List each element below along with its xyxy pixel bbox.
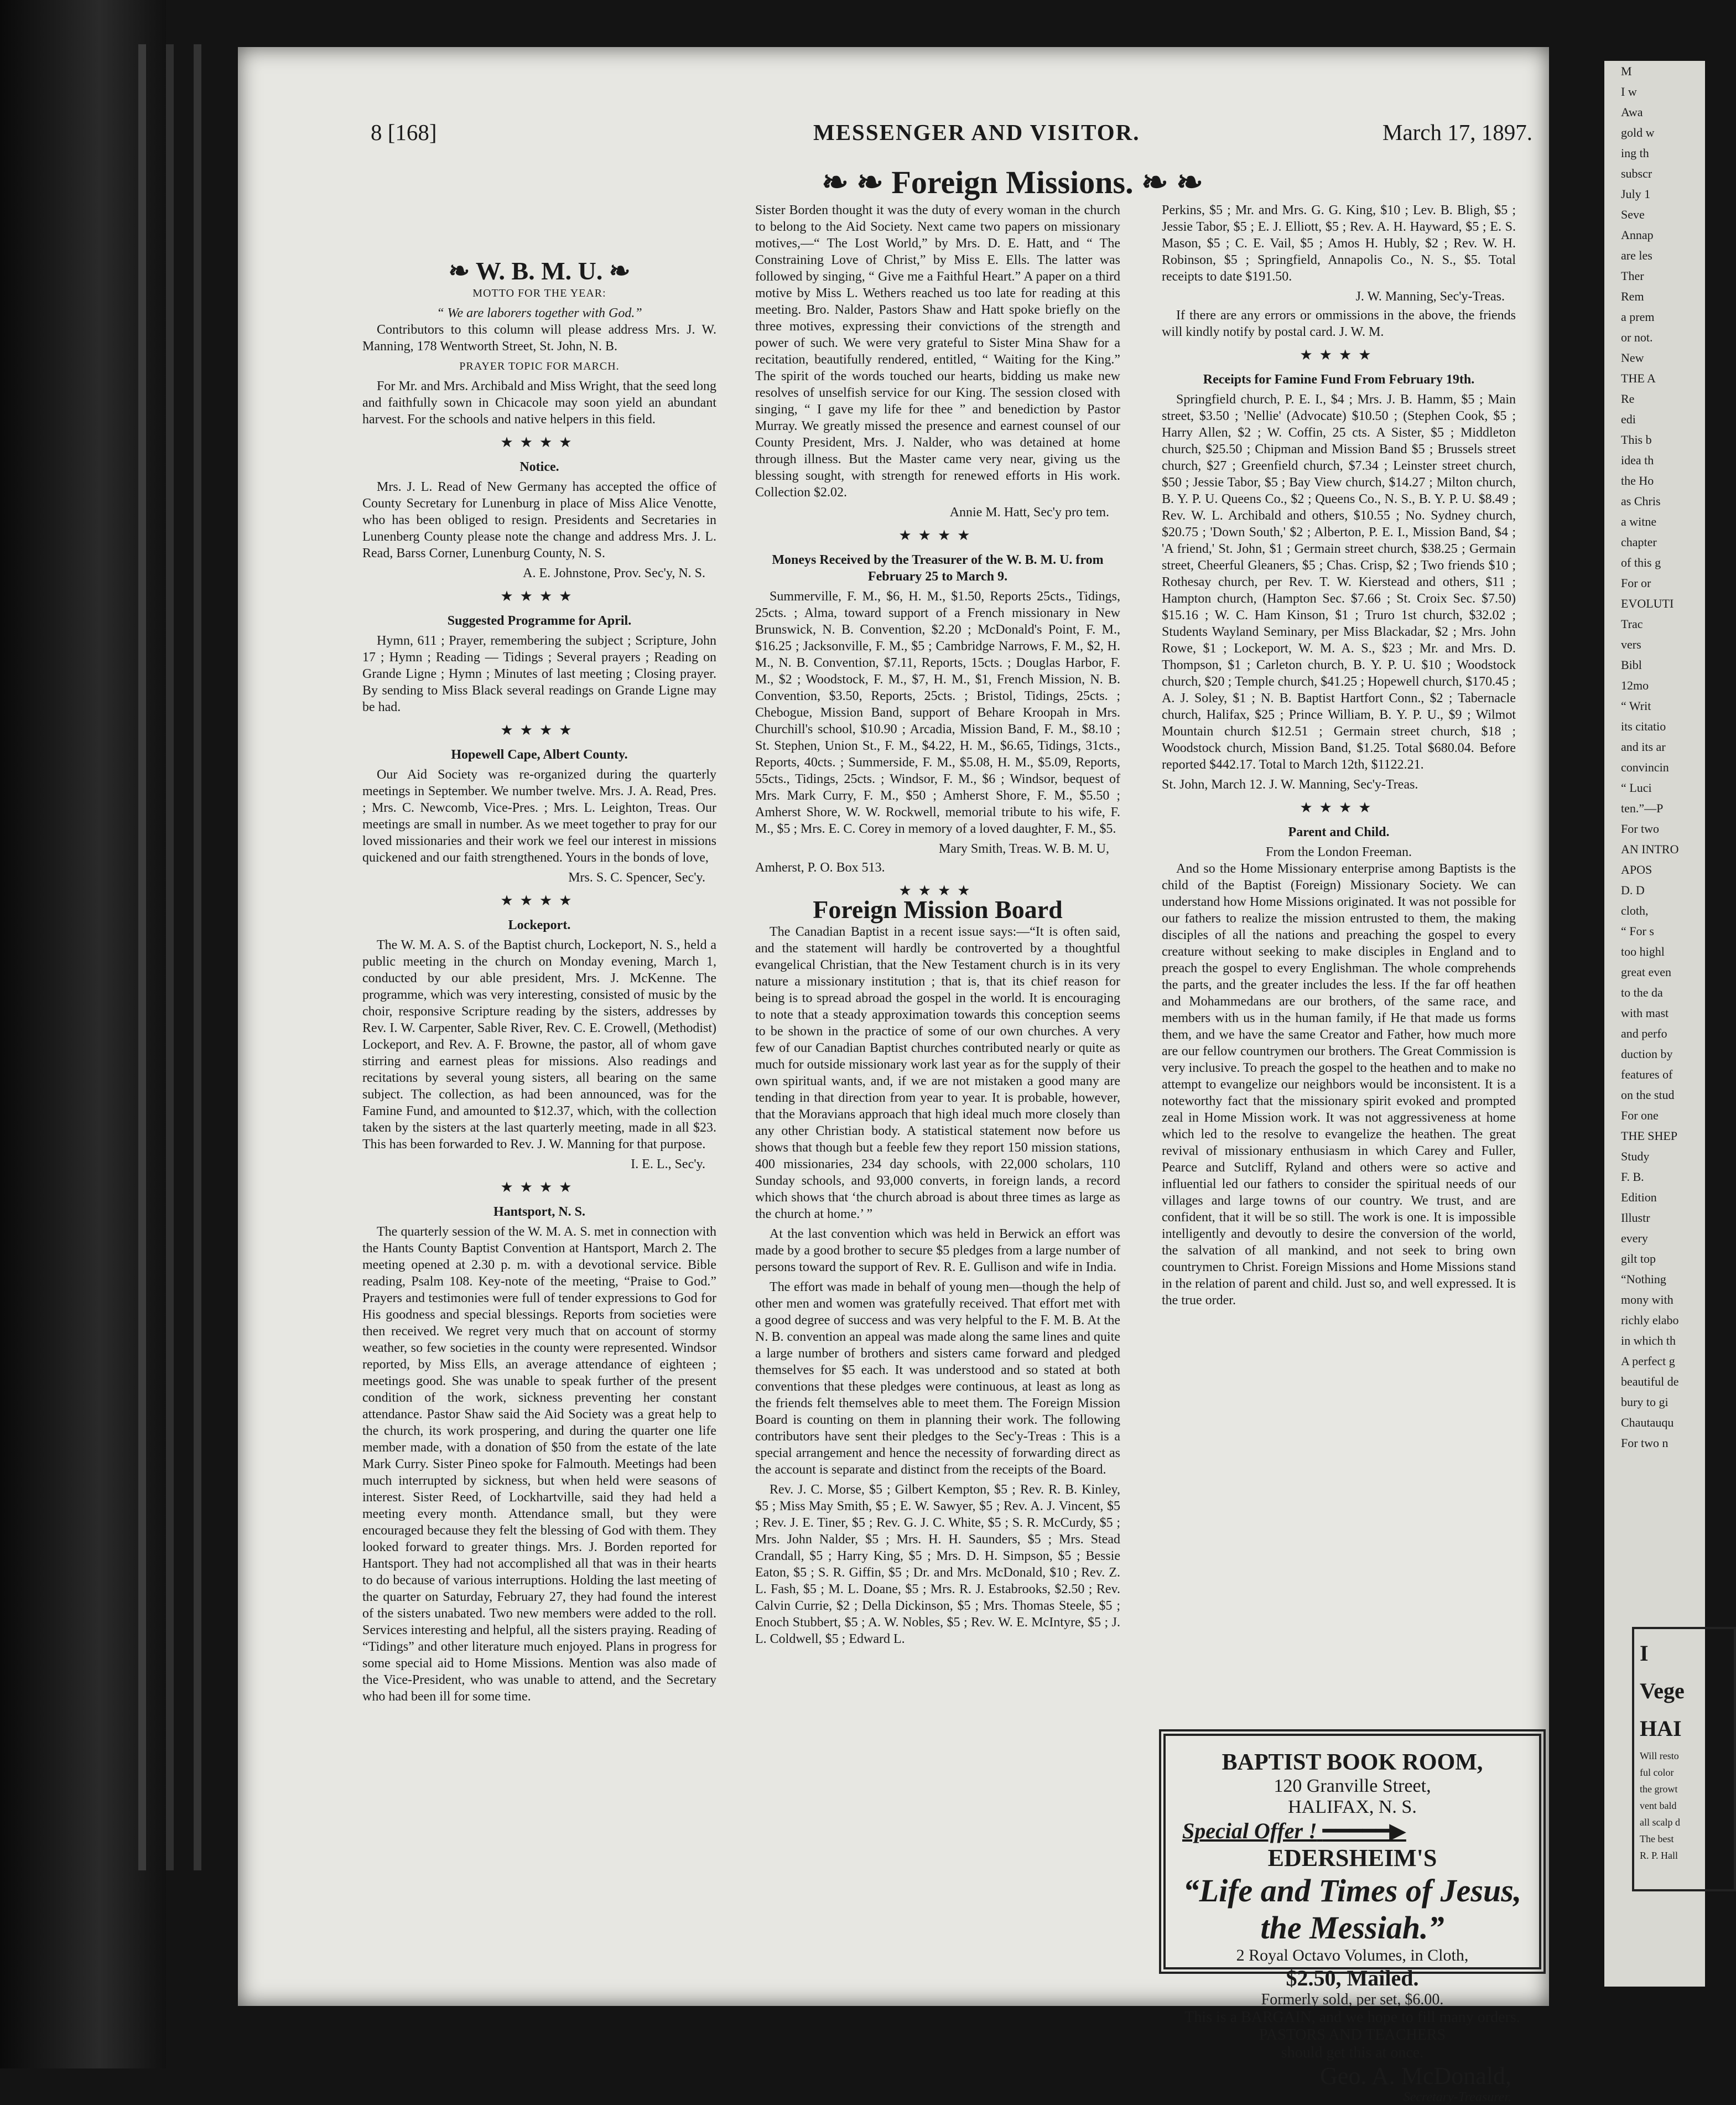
section-title-text: Foreign Missions. [891,164,1134,200]
page-header [371,119,1532,163]
column-1 [362,257,716,1708]
page-edge [138,44,146,1870]
adjacent-ad-line: Will resto [1640,1750,1679,1761]
adjacent-page-line: convincin [1621,760,1669,774]
adjacent-ad-line: all scalp d [1640,1817,1680,1828]
adjacent-page-line: are les [1621,248,1652,262]
adjacent-page-line: a prem [1621,310,1655,324]
adjacent-ad-heading: I [1640,1641,1649,1666]
adjacent-page-line: beautiful de [1621,1375,1679,1388]
pen-flourish-icon: ━━━━━▶ [1322,1818,1406,1843]
adjacent-page-line: 12mo [1621,678,1649,692]
lockeport-text: The W. M. A. S. of the Baptist church, Lockeport, N. S., held a public meeting in the church on Monday evening, March 1, conducted by our able president, Mrs. J. McKenne. The programme, which was very interesting, consisted of music by the choir, responsive Scripture reading by the sisters, addresses by Rev. I. W. Carpenter, Sable River, Rev. C. E. Crowell, (Methodist) Lockeport, and Rev. A. F. Browne, the pastor, all of whom gave stirring and earnest pleas for missions. Also readings and recitations by several young sisters, all bearing on the same subject. The collection, as had been announced, was for the Famine Fund, and amounted to $12.37, which, with the collection taken by the sisters at the last quarterly meeting, made in all $23. This has been forwarded to Rev. J. W. Manning for that purpose. [362,938,716,1152]
adjacent-page-line: July 1 [1621,187,1651,201]
adjacent-page-line: the Ho [1621,474,1654,488]
ad-store-name: BAPTIST BOOK ROOM, [1222,1750,1483,1775]
pledges-continued: Perkins, $5 ; Mr. and Mrs. G. G. King, $10 ; Lev. B. Bligh, $5 ; Jessie Tabor, $5 ; E. J. Elliott, $5 ; Rev. A. H. Hayward, $5 ; E. S. Mason, $5 ; C. E. Vail, $5 ; Amos H. Hubly, $2 ; Rev. W. H. Robinson, $5 ; Springfield, Annapolis Co., N. S., $5. Total receipts to date $191.50. [1162,203,1516,284]
adjacent-ad-line: ful color [1640,1767,1674,1778]
notice-heading: Notice. [519,460,559,474]
adjacent-page-line: Re [1621,392,1635,406]
adjacent-page-line: “ Luci [1621,781,1652,795]
adjacent-page-line: to the da [1621,986,1663,999]
adjacent-page-line: chapter [1621,535,1657,549]
fleuron-icon: ❧ [602,257,631,285]
pledges-note: If there are any errors or ommissions in the above, the friends will kindly notify by postal card. J. W. M. [1162,308,1516,339]
board-paragraph-4: Rev. J. C. Morse, $5 ; Gilbert Kempton, $5 ; Rev. R. B. Kinley, $5 ; Miss May Smith, $5 ; E. W. Sawyer, $5 ; Rev. A. J. Vincent, $5 ; Rev. J. E. Tiner, $5 ; Rev. G. J. C. White, $5 ; S. R. McCurdy, $5 ; Mrs. John Nalder, $5 ; Mrs. H. H. Saunders, $5 ; Mrs. Stead Crandall, $5 ; Harry King, $5 ; Mrs. D. H. Simpson, $5 ; Bessie Eaton, $5 ; S. R. Giffin, $5 ; Dr. and Mrs. McDonald, $10 ; Rev. Z. L. Fash, $5 ; M. L. Doane, $5 ; Mrs. R. J. Estabrooks, $2.50 ; Rev. Calvin Currie, $2 ; Della Dickinson, $5 ; Mrs. Thomas Steele, $5 ; Enoch Stubbert, $5 ; A. W. Nobles, $5 ; Rev. W. E. McIntyre, $5 ; J. L. Coldwell, $5 ; Edward L. [755,1482,1120,1646]
board-paragraph-2: At the last convention which was held in Berwick an effort was made by a good brother to secure $5 pledges from a large number of persons toward the support of Rev. R. E. Gullison and wife in India. [755,1227,1120,1274]
adjacent-page-line: “ For s [1621,924,1654,938]
adjacent-page-line: For one [1621,1108,1659,1122]
adjacent-page-line: with mast [1621,1006,1669,1020]
adjacent-page-line: Awa [1621,105,1643,119]
adjacent-page-line: Bibl [1621,658,1642,672]
famine-text: Springfield church, P. E. I., $4 ; Mrs. J. B. Hamm, $5 ; Main street, $3.50 ; 'Nellie' (Advocate) $10.50 ; (Stephen Cook, $5 ; Harry Allen, $2 ; W. Coffin, 25 cts. A Sister, $5 ; Middleton church, $25.50 ; Chipman and Mission Band $5 ; Brussels street church, $27 ; Greenfield church, $7.34 ; Leinster street church, $50 ; Jessie Tabor, $5 ; Bay View church, $14.27 ; Milton church, B. Y. P. U. Queens Co., $2 ; Queens Co., N. S., B. Y. P. U. $8.49 ; Rev. W. L. Archibald and others, $10.55 ; No. Sydney church, $20.75 ; 'Down South,' $2 ; Alberton, P. E. I., Mission Band, $4 ; 'A friend,' St. John, $1 ; Germain street church, $38.25 ; Germain street, Cheerful Gleaners, $5 ; Chas. Crisp, $2 ; Two friends $10 ; Rothesay church, per Rev. T. W. Kierstead and others, $11 ; Hampton church, (Hampton Sec. $7.66 ; St. Croix Sec. $7.50) $15.16 ; W. C. Ham Kinson, $1 ; Truro 1st church, $32.02 ; Students Wayland Seminary, per Miss Blackadar, $2 ; Mrs. John Rowe, $1 ; Lockeport, W. M. A. S., $23 ; Mr. and Mrs. D. Thompson, $1 ; Carleton church, B. Y. P. U. $10 ; Woodstock church, $20 ; Temple church, $41.25 ; Hopewell church, $170.45 ; A. J. Soley, $1 ; N. B. Baptist Hartfort Conn., $2 ; Tabernacle church, Halifax, $25 ; Prince William, B. Y. P. U., $9 ; Wilmot Mountain church $12.51 ; Germain street church, $18 ; Woodstock church, Mission Band, $1.25. Total $680.04. Before reported $442.17. Total to March 12th, $1122.21. [1162,392,1516,772]
notice-signature: A. E. Johnstone, Prov. Sec'y, N. S. [523,566,705,580]
ad-author: EDERSHEIM'S [1267,1844,1437,1871]
board-paragraph-1: The Canadian Baptist in a recent issue says:—“It is often said, and the statement will hardly be controverted by a thoughtful evangelical Christian, that the New Testament church is in its very nature a missionary institution ; that is, that its chief reason for being is to spread abroad the gospel in the world. It is encouraging to note that a steady approximation towards this conception seems to be shown in the practice of some of our own churches. A very few of our Canadian Baptist churches contributed nearly or quite as much for outside missionary work last year as for the supply of their own spiritual wants, and, if we are not mistaken a good many are tending in that direction from year to year. It is probable, however, that the Moravians approach that high ideal much more closely than any other Christian body. A statistical statement now before us shows that though but a feeble few they report 150 mission stations, 400 missionaries, 234 day schools, with 22,000 scholars, 110 Sunday schools, and 93,000 converts, in foreign lands, a record which shows that ‘the church abroad is about three times as large as the church at home.’ ” [755,925,1120,1221]
adjacent-page-line: ten.”—P [1621,801,1664,815]
adjacent-page-line: gold w [1621,126,1655,139]
board-paragraph-3: The effort was made in behalf of young men—though the help of other men and women was gratefully received. That effort met with a good degree of success and was very helpful to the F. M. B. At the N. B. convention an appeal was made along the same lines and quite a large number of brothers and sisters came forward and pledged themselves for $5 each. It was understood and so stated at both conventions that these pledges were continuous, at least as long as the friends felt themselves able to meet them. The Foreign Mission Board is counting on them in planning their work. The following contributors have sent their pledges to the Sec'y-Treas : This is a special arrangement and hence the necessity of forwarding direct as the account is separate and distinct from the receipts of the Board. [755,1280,1120,1477]
adjacent-page-line: great even [1621,965,1671,979]
adjacent-page-line: For or [1621,576,1651,590]
adjacent-page-line: and its ar [1621,740,1666,754]
adjacent-page-line: idea th [1621,453,1654,467]
adjacent-page-line: EVOLUTI [1621,597,1674,610]
ad-special-offer: Special Offer ! ━━━━━▶ [1182,1818,1406,1843]
newspaper-page [238,47,1549,2104]
adjacent-page-line: mony with [1621,1293,1673,1306]
adjacent-ad-line: vent bald [1640,1800,1677,1811]
hopewell-signature: Mrs. S. C. Spencer, Sec'y. [568,870,705,885]
parent-text: And so the Home Missionary enterprise among Baptists is the child of the Baptist (Foreign) Missionary Society. We can understand how Home Missions originated. It was not possible for our fathers to realize the mission entrusted to them, the making disciples of all the nations and preaching the gospel to every creature without seeking to make disciples in England and to preach the gospel to every Englishman. The whole comprehends the parts, and the greater includes the less. If the far off heathen and Mohammedans are our brothers, of the same race, and members with us in the human family, if He that made us forms them, and we have the same Creator and Father, how much more are our fellow countrymen our brothers. The Great Commission is very inclusive. To preach the gospel to the heathen and to make no attempt to evangelize our neighbors would be inconsistent. It is a noteworthy fact that the missionary spirit evoked and prompted zeal in Home Mission work. It was not aggressiveness at home which led to the resolve to evangelize the heathen. The great revival of missionary enthusiasm in which Carey and Fuller, Pearce and Sutcliff, Ryland and others were so active and influential led our fathers to consider the spiritual needs of our villages and large towns of our country. We trust, and are confident, that it will be so still. The work is one. It is impossible intelligently and devoutly to desire the conversion of the world, the salvation of all mankind, and not seek to bring own countrymen to Christ. Foreign Missions and Home Missions stand in the relation of parent and child. Just so, and well expressed. It is the true order. [1162,862,1516,1308]
adjacent-page-line: Trac [1621,617,1643,631]
adjacent-page-line: D. D [1621,883,1645,897]
parent-source: From the London Freeman. [1266,845,1412,859]
adjacent-page-line: cloth, [1621,904,1649,917]
hantsport-continued: Sister Borden thought it was the duty of every woman in the church to belong to the Aid Society. Next came two papers on missionary motives,—“ The Lost World,” by Mrs. D. E. Hatt, and “ The Constraining Love of Christ,” by Miss E. Ells. The latter was followed by singing, “ Give me a Faithful Heart.” A paper on a third motive by Miss L. Wethers reached us too late for reading at this meeting. Bro. Nalder, Pastors Shaw and Hatt spoke briefly on the three motives, expressing their convictions of the strength and power of such. We were very grateful to Sister Mina Shaw for a recitation, beautifully rendered, entitled, “ Waiting for the King.” The spirit of the words touched our hearts, bidding us make new resolves of unselfish service for our King. The session closed with singing, “ I gave my life for thee ” and benediction by Pastor Murray. We greatly missed the presence and earnest counsel of our County President, Mrs. J. Nalder, who was detained at home through illness. But the Master came very near, giving us the blessing sought, with strength for renewed efforts in His work. Collection $2.02. [755,203,1120,500]
adjacent-page-line: or not. [1621,330,1653,344]
adjacent-page-line: Annap [1621,228,1654,242]
ad-street: 120 Granville Street, [1274,1776,1431,1796]
adjacent-page-line: and perfo [1621,1026,1667,1040]
prayer-topic-label: PRAYER TOPIC FOR MARCH. [459,360,620,372]
adjacent-page-line: APOS [1621,863,1652,877]
intro-paragraph: Contributors to this column will please address Mrs. J. W. Manning, 178 Wentworth Street, St. John, N. B. [362,323,716,354]
prayer-topic-text: For Mr. and Mrs. Archibald and Miss Wright, that the seed long and faithfully sown in Chicacole may soon yield an abundant harvest. For the schools and native helpers in this field. [362,379,716,427]
adjacent-page-line: “Nothing [1621,1272,1666,1286]
adjacent-page-line: ing th [1621,146,1649,160]
lockeport-heading: Lockeport. [508,918,571,932]
page-edge [194,44,201,1870]
ad-formerly: Formerly sold, per set, $6.00. [1261,1991,1444,2008]
hantsport-heading: Hantsport, N. S. [493,1205,586,1219]
motto-label: MOTTO FOR THE YEAR: [472,287,606,299]
column-2 [755,202,1120,1651]
adjacent-page-line: THE A [1621,371,1656,385]
adjacent-ad-line: The best [1640,1833,1674,1844]
ad-signer-title: Secretary-Treasurer. [1403,2090,1511,2104]
adjacent-page-line: I w [1621,85,1637,98]
adjacent-page-line: Ther [1621,269,1644,283]
adjacent-page-line: F. B. [1621,1170,1644,1184]
adjacent-page-line: in which th [1621,1334,1676,1347]
book-room-advertisement [1159,1729,1546,2104]
hantsport-signature: Annie M. Hatt, Sec'y pro tem. [949,505,1109,520]
adjacent-page-line: of this g [1621,556,1661,569]
adjacent-page-line: Chautauqu [1621,1416,1674,1429]
fleuron-icon: ❧ [448,257,476,285]
separator-stars: ★★★★ [500,722,579,738]
famine-heading: Receipts for Famine Fund From February 19th. [1203,372,1475,387]
separator-stars: ★★★★ [500,434,579,450]
separator-stars: ★★★★ [898,527,977,543]
ad-order: should get this at once. [1281,2044,1424,2061]
moneys-text: Summerville, F. M., $6, H. M., $1.50, Reports 25cts., Tidings, 25cts. ; Alma, toward support of a French missionary in New Brunswick, N. B. Convention, $2.20 ; McDonald's Point, F. M., $16.25 ; Jacksonville, F. M., $5 ; Cambridge Narrows, F. M., $2, H. M., N. B. Convention, $7.11, Reports, 15cts. ; Douglas Harbor, F. M., $2 ; Woodstock, F. M., $7, H. M., $1, French Mission, N. B. Convention, $3.50, Reports, 25cts. ; Bristol, Tidings, 25cts. ; Chebogue, Mission Band, support of Behare Kroopah in Mrs. Churchill's school, $10.90 ; Arcadia, Mission Band, F. M., $8.10 ; St. Stephen, Union St., F. M., $4.22, H. M., $6.65, Tidings, 31cts., Reports, 40cts. ; Summerside, F. M., $5.08, H. M., $5.09, Reports, 55cts., Tidings, 25cts. ; Windsor, F. M., $6 ; Windsor, bequest of Mrs. Mark Curry, F. M., $50 ; Amherst Shore, F. M., $5.50 ; Amherst Shore, W. W. Rockwell, memorial tribute to his wife, F. M., $5 ; Mrs. E. C. Corey in memory of a loved daughter, F. M., $5. [755,589,1120,836]
paper-name: MESSENGER AND VISITOR. [813,120,1140,145]
moneys-heading: Moneys Received by the Treasurer of the W. B. M. U. from February 25 to March 9. [772,553,1104,584]
programme-text: Hymn, 611 ; Prayer, remembering the subject ; Scripture, John 17 ; Hymn ; Reading — Tidings ; Several prayers ; Reading on Grande Ligne ; Hymn ; Minutes of last meeting ; Closing prayer. By sending to Miss Black several readings on Grande Ligne may be had. [362,634,716,714]
adjacent-page-line: gilt top [1621,1252,1656,1266]
adjacent-page-line: “ Writ [1621,699,1651,713]
ad-pastors: PASTORS AND TEACHERS [1259,2026,1446,2044]
adjacent-page-line: every [1621,1231,1648,1245]
adjacent-ad-line: the growt [1640,1783,1678,1795]
adjacent-page-line: THE SHEP [1621,1129,1678,1143]
adjacent-page-line: Seve [1621,208,1645,221]
moneys-signature: Mary Smith, Treas. W. B. M. U, [938,842,1109,856]
wbmu-title: ❧ W. B. M. U. ❧ [448,257,631,285]
adjacent-ad-line: R. P. Hall [1640,1850,1678,1861]
hantsport-text: The quarterly session of the W. M. A. S. met in connection with the Hants County Baptist Convention at Hantsport, March 2. The meeting opened at 2.30 p. m. with a devotional service. Bible reading, Psalm 108. Key-note of the meeting, “Praise to God.” Prayers and testimonies were full of tender expressions to God for His goodness and special blessings. Reports from societies were then received. We regret very much that on account of stormy weather, so few societies in the county were represented. Windsor reported, by Miss Ells, an average attendance of eighteen ; meetings good. She was unable to speak further of the present condition of the work, sickness preventing her constant attendance. Pastor Shaw said the Aid Society was a great help to the church, its work prospering, and during the quarter one life member made, with a donation of $50 from the estate of the late Mark Curry. Sister Pineo spoke for Falmouth. Meetings had been much interrupted by sickness, but when held were seasons of interest. Sister Reed, of Lockhartville, said they had held a meeting every month. Attendance small, but they were encouraged because they felt the blessing of God with them. They looked forward to greater things. Mrs. J. Borden reported for Hantsport. They had not accomplished all that was in their hearts to do because of various interruptions. Holding the last meeting of the quarter on Saturday, February 27, they had found the interest of the sisters unabated. Two new members were added to the roll. Services interesting and helpful, all the sisters praying. Reading of “Tidings” and other literature much enjoyed. Plans in progress for some special aid to Home Missions. Mention was also made of the Vice-President, who was unable to attend, and the Secretary who had been ill for some time. [362,1225,716,1704]
adjacent-page-line: For two n [1621,1436,1669,1450]
adjacent-page-line: New [1621,351,1644,365]
adjacent-page-ad [1632,1627,1736,1891]
adjacent-page-line: For two [1621,822,1660,836]
page-edge [166,44,174,1870]
adjacent-page-line: features of [1621,1067,1673,1081]
adjacent-ad-heading: HAI [1640,1716,1682,1741]
adjacent-page-line: edi [1621,412,1636,426]
separator-stars: ★★★★ [898,883,977,899]
adjacent-page-line: vers [1621,637,1641,651]
adjacent-page-line: on the stud [1621,1088,1675,1102]
moneys-address: Amherst, P. O. Box 513. [755,860,885,875]
adjacent-page-line: bury to gi [1621,1395,1669,1409]
adjacent-page-line: M [1621,64,1632,78]
separator-stars: ★★★★ [1300,800,1378,816]
adjacent-page-line: AN INTRO [1621,842,1679,856]
ad-book-title-1: “Life and Times of Jesus, [1183,1873,1522,1909]
hopewell-heading: Hopewell Cape, Albert County. [451,748,628,762]
adjacent-page-line: its citatio [1621,719,1666,733]
lockeport-signature: I. E. L., Sec'y. [631,1157,705,1171]
separator-stars: ★★★★ [500,1179,579,1195]
notice-text: Mrs. J. L. Read of New Germany has accepted the office of County Secretary for Lunenburg in place of Miss Alice Venotte, who has been obliged to resign. Presidents and Secretaries in Lunenberg County please note the change and address Mrs. J. L. Read, Barss Corner, Lunenburg County, N. S. [362,480,716,561]
board-heading: Foreign Mission Board [813,895,1063,924]
adjacent-page-line: a witne [1621,515,1657,528]
ad-book-title-2: the Messiah.” [1260,1910,1444,1946]
adjacent-page-text [1604,61,1705,1453]
programme-heading: Suggested Programme for April. [447,614,632,628]
ad-city: HALIFAX, N. S. [1288,1797,1417,1817]
adjacent-page-line: too highl [1621,945,1665,958]
adjacent-page-line: richly elabo [1621,1313,1679,1327]
adjacent-page-line: duction by [1621,1047,1673,1061]
ad-price: $2.50, Mailed. [1286,1966,1419,1990]
adjacent-page-line: Study [1621,1149,1650,1163]
separator-stars: ★★★★ [500,893,579,909]
ad-signer: Geo. A. McDonald, [1320,2062,1511,2090]
pledges-signature: J. W. Manning, Sec'y-Treas. [1355,289,1505,304]
adjacent-page-line: A perfect g [1621,1354,1675,1368]
motto: “ We are laborers together with God.” [436,306,642,320]
famine-signature: St. John, March 12. J. W. Manning, Sec'y-Treas. [1162,777,1418,792]
adjacent-page-line: subscr [1621,167,1652,180]
adjacent-ad-heading: Vege [1640,1678,1685,1703]
adjacent-page-line: Illustr [1621,1211,1650,1225]
adjacent-page-line: Rem [1621,289,1644,303]
separator-stars: ★★★★ [500,588,579,604]
fleuron-icon: ❧ ❧ [1133,164,1203,200]
adjacent-page [1604,61,1705,1987]
parent-heading: Parent and Child. [1288,825,1390,839]
ad-volumes: 2 Royal Octavo Volumes, in Cloth, [1236,1946,1469,1964]
hopewell-text: Our Aid Society was re-organized during the quarterly meetings in September. We number twelve. Mrs. J. A. Read, Pres. ; Mrs. C. Newcomb, Vice-Pres. ; Mrs. L. Leighton, Treas. Our meetings are small in number. As we meet together to pray for our loved missionaries and their work we feel our interest in missions quickened and our faith strengthened. Yours in the bonds of love, [362,768,716,865]
section-title [769,163,1256,201]
ad-bargain: This is a BARGAIN, and we hope to fill many orders. [1184,2009,1520,2026]
issue-date: March 17, 1897. [1382,120,1532,145]
separator-stars: ★★★★ [1300,347,1378,363]
adjacent-page-line: as Chris [1621,494,1661,508]
adjacent-page-line: This b [1621,433,1652,447]
adjacent-page-line: Edition [1621,1190,1657,1204]
fleuron-icon: ❧ ❧ [822,164,892,200]
column-3 [1162,202,1516,1312]
page-number: 8 [168] [371,120,437,145]
